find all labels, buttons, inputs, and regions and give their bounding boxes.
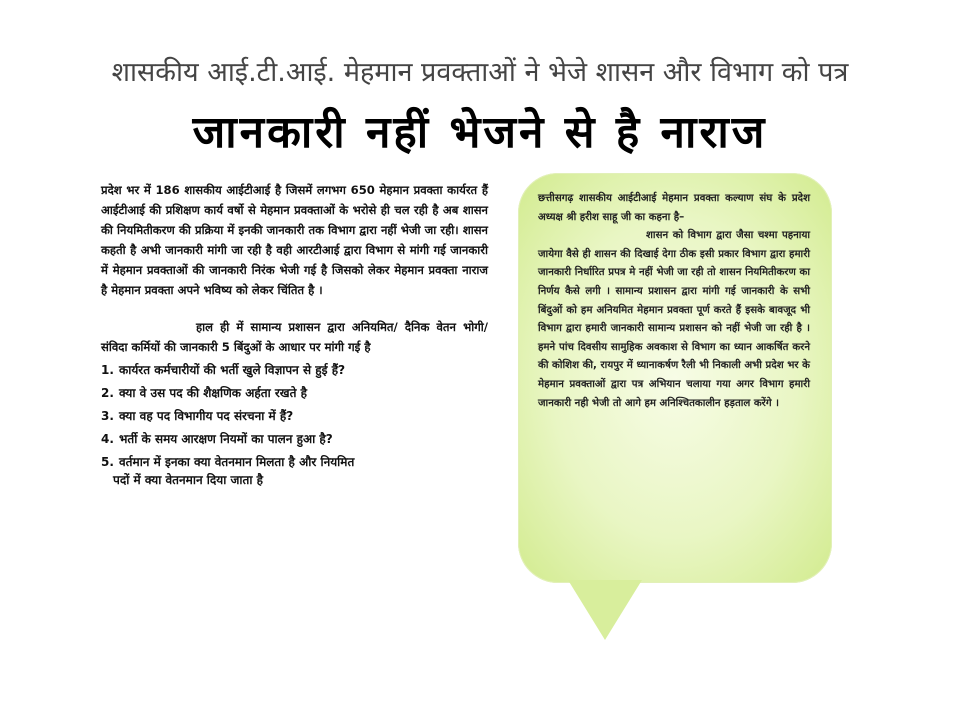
criteria-text: कार्यरत कर्मचारीयों की भर्ती खुले विज्ञापन से हुई हैं? (119, 363, 346, 377)
criteria-number: 3. (101, 409, 114, 423)
criteria-number: 5. (101, 455, 114, 469)
criteria-text: क्या वह पद विभागीय पद संरचना में हैं? (119, 409, 294, 423)
criteria-number: 4. (101, 432, 114, 446)
criteria-item (101, 453, 488, 489)
article-paragraph-intro: प्रदेश भर में 186 शासकीय आईटीआई है जिसमें लगभग 650 मेहमान प्रवक्ता कार्यरत हैं आईटीआई की प्रशिक्षण कार्य वर्षो से मेहमान प्रवक्ताओं के भरोसे ही चल रही है अब शासन की नियमितीकरण की प्रक्रिया में इनकी जानकारी तक विभाग द्वारा नहीं भेजी जा रही। शासन कहती है अभी जानकारी मांगी जा रही है वही आरटीआई द्वारा विभाग से मांगी गई जानकारी में मेहमान प्रवक्ताओं की जानकारी निरंक भेजी गई है जिसको लेकर मेहमान प्रवक्ता नाराज है मेहमान प्रवक्ता अपने भविष्य को लेकर चिंतित है । (101, 183, 488, 297)
criteria-text: वर्तमान में इनका क्या वेतनमान मिलता है और नियमित (119, 455, 355, 469)
criteria-list (101, 361, 488, 489)
criteria-item (101, 361, 488, 379)
criteria-item (101, 430, 488, 448)
criteria-item (101, 384, 488, 402)
criteria-item (101, 407, 488, 425)
speech-bubble-tail (568, 580, 642, 640)
quote-intro: छत्तीसगढ़ शासकीय आईटीआई मेहमान प्रवक्ता कल्याण संघ के प्रदेश अध्यक्ष श्री हरीश साहू जी का कहना है– (538, 193, 810, 223)
article-body (101, 180, 488, 494)
article-paragraph-points-intro: हाल ही में सामान्य प्रशासन द्वारा अनियमित/ दैनिक वेतन भोगी/ संविदा कर्मियों की जानकारी 5 बिंदुओं के आधार पर मांगी गई है (101, 320, 488, 354)
quote-text (538, 190, 810, 413)
criteria-number: 1. (101, 363, 114, 377)
criteria-number: 2. (101, 386, 114, 400)
criteria-text-continuation: पदों में क्या वेतनमान दिया जाता है (113, 473, 264, 487)
quote-body: शासन को विभाग द्वारा जैसा चश्मा पहनाया जायेगा वैसे ही शासन की दिखाई देगा ठीक इसी प्रकार विभाग द्वारा हमारी जानकारी निर्धारित प्रपत्र मे नहीं भेजी जा रही तो शासन नियमितीकरण का निर्णय कैसे लगी । सामान्य प्रशासन द्वारा मांगी गई जानकारी के सभी बिंदुओं को हम अनियमित मेहमान प्रवक्ता पूर्ण करते हैं इसके बावजूद भी विभाग द्वारा हमारी जानकारी सामान्य प्रशासन को नहीं भेजी जा रही है । हमने पांच दिवसीय सामुहिक अवकाश से विभाग का ध्यान आकर्षित करने की कोशिश की, रायपुर में ध्यानाकर्षण रैली भी निकाली अभी प्रदेश भर के मेहमान प्रवक्ताओं द्वारा पत्र अभियान चलाया गया अगर विभाग हमारी जानकारी नही भेजी तो आगे हम अनिश्चितकालीन हड़ताल करेंगे । (538, 230, 810, 409)
criteria-text: भर्ती के समय आरक्षण नियमों का पालन हुआ है? (119, 432, 333, 446)
criteria-text: क्या वे उस पद की शैक्षणिक अर्हता रखते है (119, 386, 307, 400)
headline-subtitle: शासकीय आई.टी.आई. मेहमान प्रवक्ताओं ने भेजे शासन और विभाग को पत्र (111, 57, 849, 88)
headline-title: जानकारी नहीं भेजने से है नाराज (192, 107, 768, 158)
